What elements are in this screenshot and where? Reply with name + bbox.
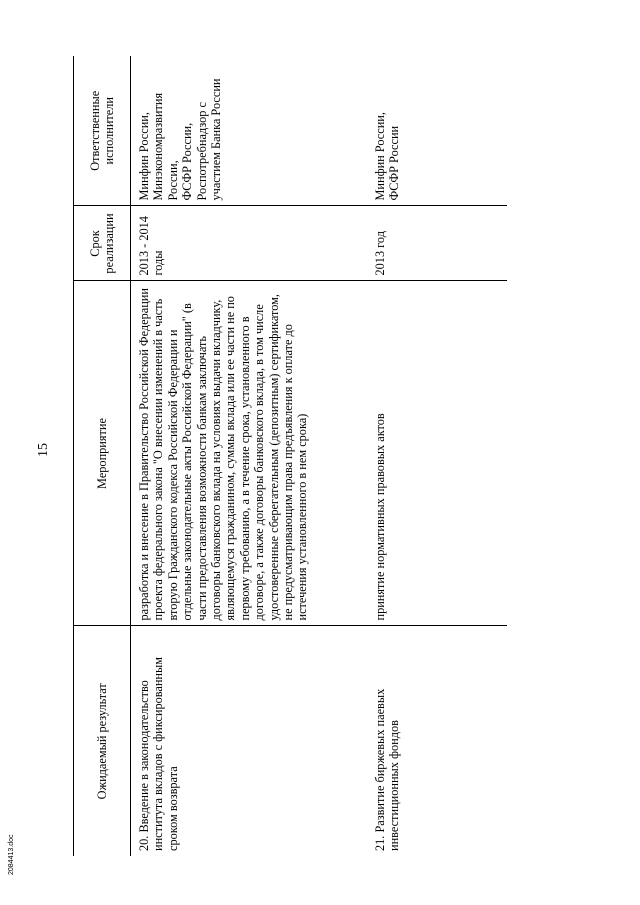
header-measure: Мероприятие (74, 281, 131, 626)
header-term: Срок реализации (74, 206, 131, 281)
cell-expected-result: 20. Введение в законодательство института вкладов с фиксированным сроком возврата (131, 626, 368, 856)
table-row (131, 56, 368, 856)
header-executors: Ответственные исполнители (74, 56, 131, 206)
action-plan-table (73, 56, 507, 856)
cell-expected-result: 21. Развитие биржевых паевых инвестиционных фондов (367, 626, 507, 856)
page-number: 15 (36, 443, 51, 457)
cell-term: 2013 - 2014 годы (131, 206, 368, 281)
cell-term: 2013 год (367, 206, 507, 281)
table-row (367, 56, 507, 856)
cell-measure: разработка и внесение в Правительство Российской Федерации проекта федерального закона "О внесении изменений в часть вторую Гражданского кодекса Российской Федерации и отдельные законодательные акты Российской Федерации" (в части предоставления возможности банкам заключать договоры банковского вклада на условиях выдачи вкладчику, являющемуся гражданином, суммы вклада или ее части не по первому требованию, а в течение срока, установленного в договоре, а также договоры банковского вклада, в том числе удостоверенные сберегательным (депозитным) сертификатом, не предусматривающим права предъявления к оплате до истечения установленного в нем срока) (131, 281, 368, 626)
document-code: 2084413.doc (8, 834, 15, 875)
table-header-row (74, 56, 131, 856)
header-expected-result: Ожидаемый результат (74, 626, 131, 856)
cell-executors: Минфин России, Минэкономразвития России, ФСФР России, Роспотребнадзор с участием Банка России (131, 56, 368, 206)
cell-measure: принятие нормативных правовых актов (367, 281, 507, 626)
cell-executors: Минфин России, ФСФР России (367, 56, 507, 206)
